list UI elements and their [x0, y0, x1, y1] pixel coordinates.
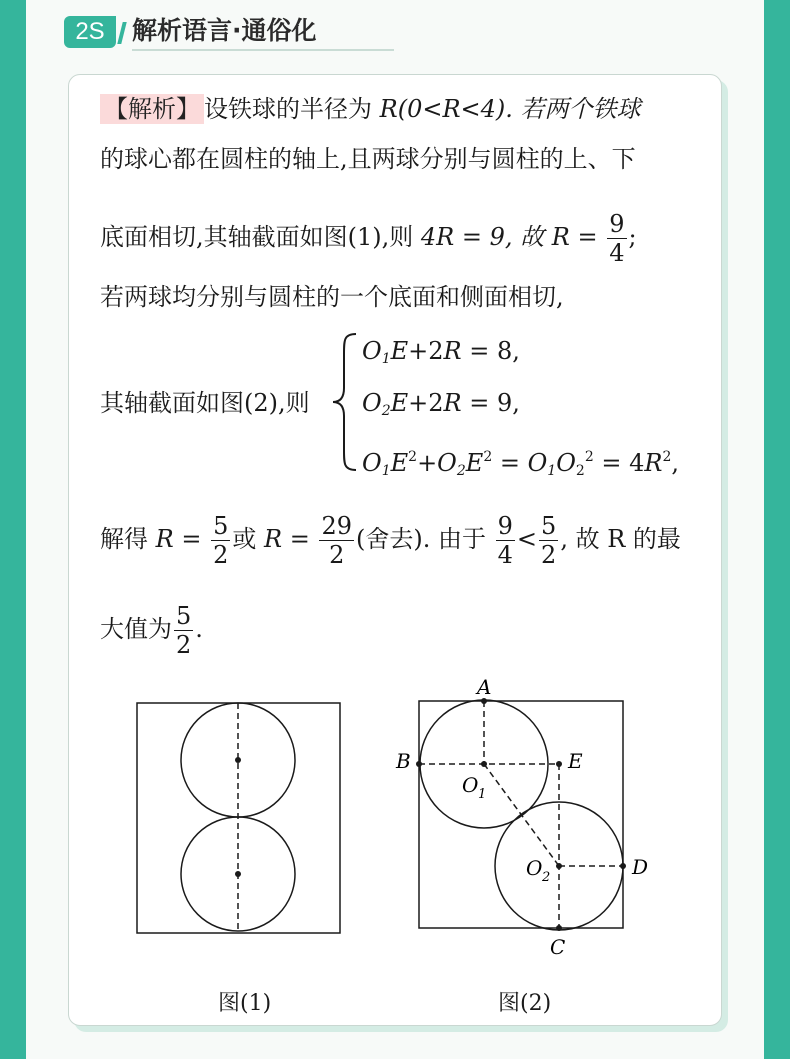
line1-math: R(0<R<4). 若两个铁球 [379, 95, 641, 123]
frac-denominator: 2 [213, 541, 229, 569]
frac-numerator: 5 [213, 512, 229, 540]
section-title: 解析语言·通俗化 [132, 16, 317, 45]
label-D: D [632, 855, 649, 879]
solution-line-5: 其轴截面如图(2),则 [100, 389, 310, 417]
line3-end: ; [628, 223, 637, 251]
label-B: B [396, 749, 411, 773]
label-C: C [550, 935, 566, 959]
line6-start: 解得 [100, 525, 148, 553]
frac-denominator: 2 [329, 541, 345, 569]
right-border [764, 0, 790, 1059]
header-underline [132, 49, 394, 51]
label-O1-sub: 1 [478, 787, 487, 802]
equation-2: $O_2E+2R = 9$, [362, 389, 520, 419]
line6-r1: R = [155, 525, 202, 553]
left-border [0, 0, 26, 1059]
line6-discard: (舍去). 由于 [356, 525, 486, 553]
figure-1-caption: 图(1) [218, 991, 272, 1016]
solution-line-4: 若两球均分别与圆柱的一个底面和侧面相切, [100, 283, 564, 311]
equation-1: $O_1E+2R = 8$, [362, 337, 520, 367]
upper-center-dot [235, 757, 241, 763]
fraction-5-2-b [539, 512, 558, 569]
point-O1-dot [481, 761, 487, 767]
frac-denominator: 2 [176, 631, 192, 659]
point-C-dot [556, 925, 562, 931]
label-O2-sub: 2 [542, 870, 551, 885]
solution-line-2: 的球心都在圆柱的轴上,且两球分别与圆柱的上、下 [100, 145, 636, 173]
frac-numerator: 29 [321, 512, 353, 540]
fraction-5-2-a [211, 512, 230, 569]
line7-end: . [195, 615, 203, 643]
equation-3: $O_1E^2+O_2E^2 = O_1O_2^2 = 4R^2$, [362, 449, 680, 479]
fraction-9-4 [607, 210, 626, 267]
fraction-9-4-b [496, 512, 515, 569]
line6-end: , 故 R 的最 [560, 525, 681, 553]
segment-O1-O2 [484, 764, 559, 866]
header-tick-mark [117, 22, 126, 44]
lower-center-dot [235, 871, 241, 877]
fraction-29-2 [319, 512, 354, 569]
frac-denominator: 4 [609, 239, 625, 267]
point-D-dot [620, 863, 626, 869]
frac-numerator: 9 [609, 210, 625, 238]
analysis-tag: 【解析】 [100, 94, 204, 124]
solution-line-1 [100, 94, 641, 124]
frac-numerator: 9 [497, 512, 513, 540]
label-E: E [568, 749, 583, 773]
label-O2: O [526, 856, 543, 880]
figure-1-diagram [130, 696, 350, 940]
point-B-dot [416, 761, 422, 767]
left-brace [330, 330, 360, 474]
solution-line-6 [100, 512, 681, 569]
line3-text: 底面相切,其轴截面如图(1),则 [100, 223, 414, 251]
line6-or: 或 [232, 525, 257, 553]
frac-denominator: 4 [497, 541, 513, 569]
section-badge: 2S [64, 16, 116, 48]
solution-line-3 [100, 210, 637, 267]
line6-r2: R = [264, 525, 310, 553]
fraction-5-2-c [174, 602, 193, 659]
line1-text: 设铁球的半径为 [204, 95, 372, 123]
frac-denominator: 2 [541, 541, 557, 569]
frac-numerator: 5 [176, 602, 192, 630]
line6-lt: < [516, 525, 538, 553]
point-E-dot [556, 761, 562, 767]
line3-math: 4R = 9, 故 R = [420, 223, 598, 251]
solution-line-7 [100, 602, 203, 659]
figure-2-diagram [390, 674, 660, 964]
figure-2-caption: 图(2) [498, 991, 552, 1016]
label-O1: O [462, 773, 479, 797]
frac-numerator: 5 [541, 512, 557, 540]
line7-text: 大值为 [100, 615, 172, 643]
label-A: A [477, 675, 492, 699]
point-O2-dot [556, 863, 562, 869]
